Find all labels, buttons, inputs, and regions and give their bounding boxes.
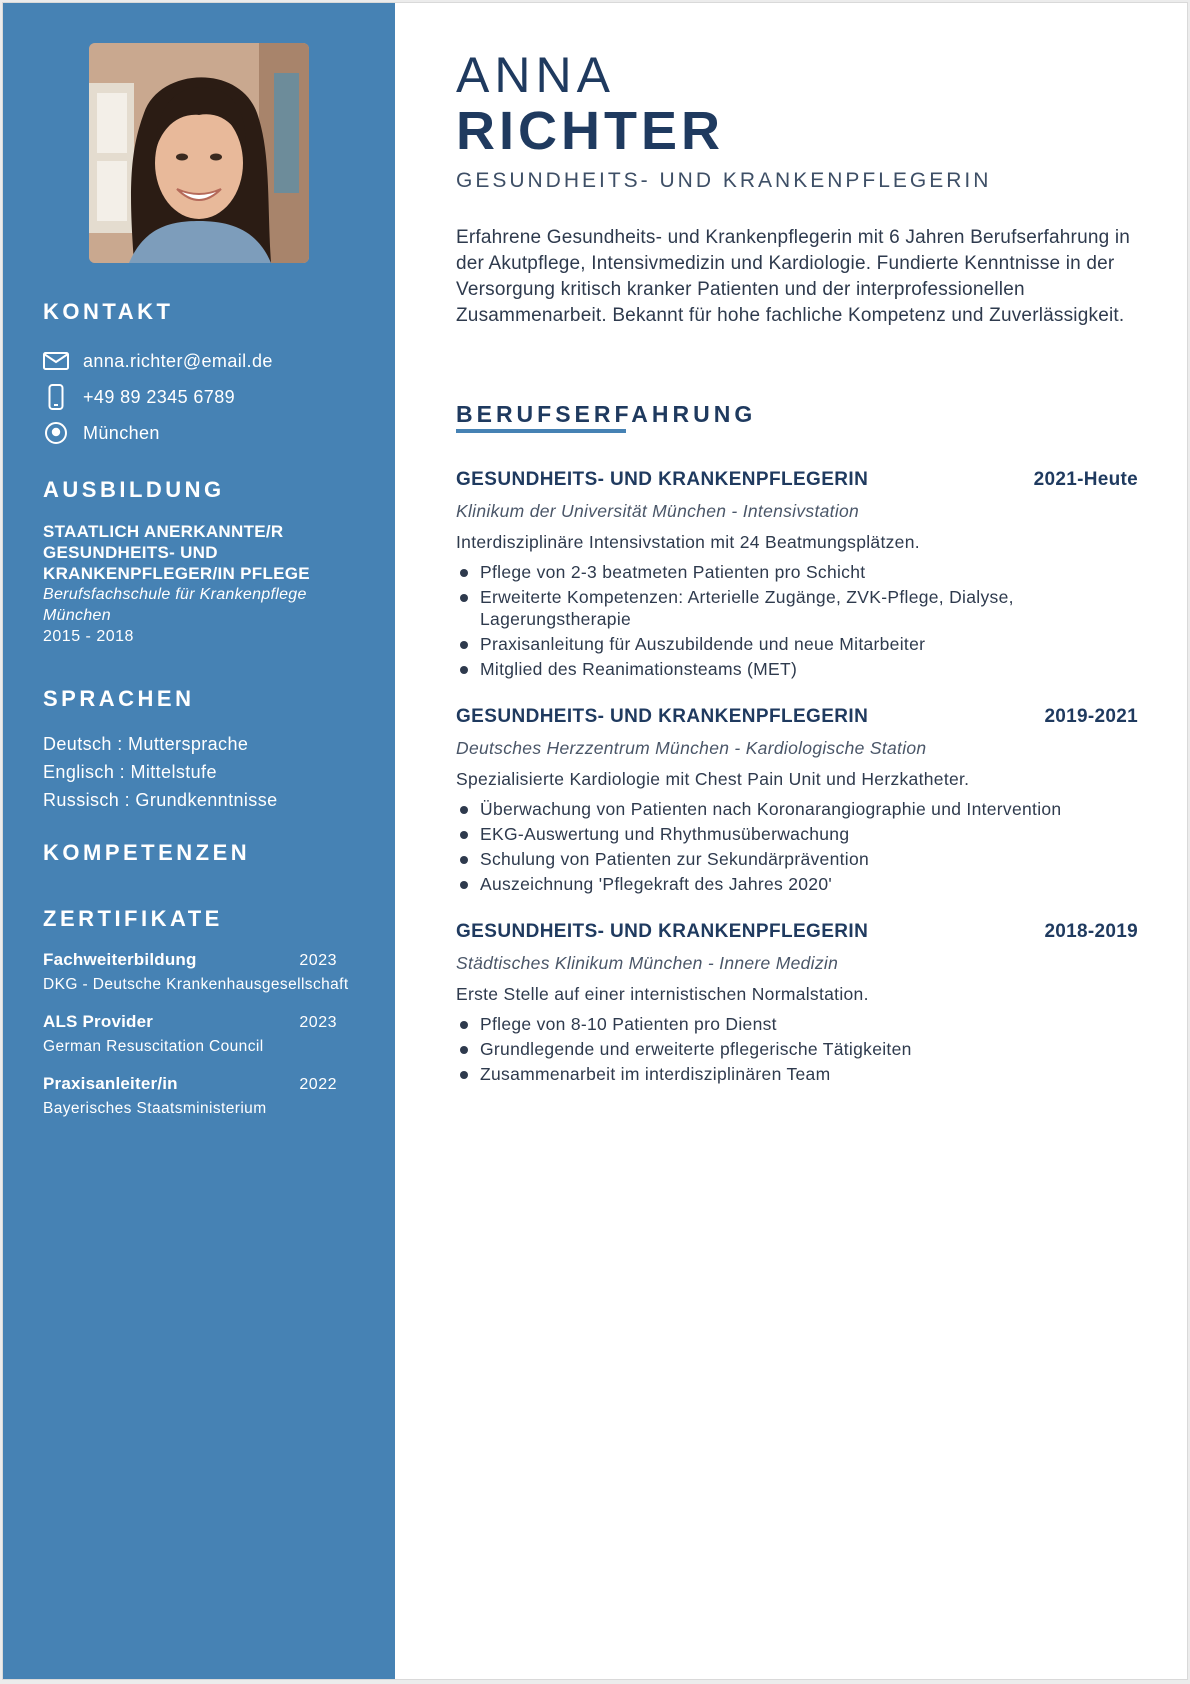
profile-photo-illustration bbox=[89, 43, 309, 263]
contact-phone-text[interactable]: +49 89 2345 6789 bbox=[83, 386, 236, 407]
bullet-item: Schulung von Patienten zur Sekundärprävention bbox=[456, 848, 1138, 870]
experience-description: Spezialisierte Kardiologie mit Chest Pain Unit und Herzkatheter. bbox=[456, 769, 970, 789]
contact-phone[interactable] bbox=[43, 379, 377, 415]
location-pin-icon bbox=[43, 420, 69, 446]
certificate-org: German Resuscitation Council bbox=[43, 1038, 264, 1055]
experience-item bbox=[456, 469, 1138, 680]
experience-heading: BERUFSERFAHRUNG bbox=[456, 401, 757, 427]
bullet-item: Praxisanleitung für Auszubildende und neue Mitarbeiter bbox=[456, 633, 1138, 655]
last-name: RICHTER bbox=[456, 101, 724, 161]
education-degree: STAATLICH ANERKANNTE/R GESUNDHEITS- UND KRANKENPFLEGER/IN PFLEGE bbox=[43, 522, 310, 583]
education-dates: 2015 - 2018 bbox=[43, 628, 134, 645]
experience-dates: 2021-Heute bbox=[1033, 469, 1138, 490]
section-underline bbox=[456, 429, 626, 433]
certificate-name: Praxisanleiter/in bbox=[43, 1074, 178, 1093]
certificate-year: 2023 bbox=[299, 1014, 337, 1031]
experience-item bbox=[456, 706, 1138, 895]
language-item: Englisch : Mittelstufe bbox=[43, 762, 217, 782]
bullet-item: Grundlegende und erweiterte pflegerische Tätigkeiten bbox=[456, 1038, 1138, 1060]
experience-bullets bbox=[456, 1013, 1138, 1085]
education-heading: AUSBILDUNG bbox=[43, 477, 225, 502]
languages-heading: SPRACHEN bbox=[43, 686, 195, 711]
certificate-name: ALS Provider bbox=[43, 1012, 154, 1031]
certificates-heading: ZERTIFIKATE bbox=[43, 906, 223, 931]
certificate-org: DKG - Deutsche Krankenhausgesellschaft bbox=[43, 976, 349, 993]
experience-item bbox=[456, 921, 1138, 1085]
envelope-icon bbox=[43, 348, 69, 374]
experience-description: Erste Stelle auf einer internistischen Normalstation. bbox=[456, 984, 869, 1004]
bullet-item: Pflege von 8-10 Patienten pro Dienst bbox=[456, 1013, 1138, 1035]
languages-list bbox=[43, 730, 377, 814]
certificate-year: 2023 bbox=[299, 952, 337, 969]
certificate-item bbox=[43, 1012, 377, 1056]
experience-company: Städtisches Klinikum München - Innere Medizin bbox=[456, 953, 839, 973]
bullet-item: Zusammenarbeit im interdisziplinären Team bbox=[456, 1063, 1138, 1085]
bullet-item: Überwachung von Patienten nach Koronarangiographie und Intervention bbox=[456, 798, 1138, 820]
education-school: Berufsfachschule für Krankenpflege München bbox=[43, 586, 307, 624]
experience-dates: 2018-2019 bbox=[1044, 921, 1138, 942]
certificate-year: 2022 bbox=[299, 1076, 337, 1093]
bullet-item: Pflege von 2-3 beatmeten Patienten pro Schicht bbox=[456, 561, 1138, 583]
bullet-item: Mitglied des Reanimationsteams (MET) bbox=[456, 658, 1138, 680]
certificate-org: Bayerisches Staatsministerium bbox=[43, 1100, 267, 1117]
experience-title: GESUNDHEITS- UND KRANKENPFLEGERIN bbox=[456, 469, 869, 490]
bullet-item: EKG-Auswertung und Rhythmusüberwachung bbox=[456, 823, 1138, 845]
profile-summary: Erfahrene Gesundheits- und Krankenpflegerin mit 6 Jahren Berufserfahrung in der Akutpflege, Intensivmedizin und Kardiologie. Fundierte Kenntnisse in der Versorgung kritisch kranker Patienten und der interprofessionellen Zusammenarbeit. Bekannt für hohe fachliche Kompetenz und Zuverlässigkeit. bbox=[456, 227, 1131, 326]
bullet-item: Auszeichnung 'Pflegekraft des Jahres 2020' bbox=[456, 873, 1138, 895]
experience-bullets bbox=[456, 561, 1138, 680]
first-name: ANNA bbox=[456, 47, 615, 103]
language-item: Deutsch : Muttersprache bbox=[43, 734, 249, 754]
experience-list bbox=[456, 469, 1138, 1111]
contact-email-text[interactable]: anna.richter@email.de bbox=[83, 350, 273, 371]
experience-title: GESUNDHEITS- UND KRANKENPFLEGERIN bbox=[456, 706, 869, 727]
job-title: GESUNDHEITS- UND KRANKENPFLEGERIN bbox=[456, 169, 992, 192]
contact-location bbox=[43, 415, 377, 451]
contact-heading: KONTAKT bbox=[43, 299, 174, 324]
contact-email[interactable] bbox=[43, 343, 377, 379]
sidebar-content bbox=[43, 299, 377, 1136]
certificates-list bbox=[43, 950, 377, 1118]
bullet-item: Erweiterte Kompetenzen: Arterielle Zugänge, ZVK-Pflege, Dialyse, Lagerungstherapie bbox=[456, 586, 1138, 630]
sidebar bbox=[3, 3, 395, 1679]
certificate-name: Fachweiterbildung bbox=[43, 950, 197, 969]
experience-company: Klinikum der Universität München - Intensivstation bbox=[456, 501, 860, 521]
profile-photo bbox=[89, 43, 309, 263]
language-item: Russisch : Grundkenntnisse bbox=[43, 790, 278, 810]
resume-page bbox=[2, 2, 1188, 1680]
skills-heading: KOMPETENZEN bbox=[43, 840, 251, 865]
phone-icon bbox=[43, 384, 69, 410]
certificate-item bbox=[43, 1074, 377, 1118]
experience-dates: 2019-2021 bbox=[1044, 706, 1138, 727]
experience-description: Interdisziplinäre Intensivstation mit 24 Beatmungsplätzen. bbox=[456, 532, 920, 552]
experience-bullets bbox=[456, 798, 1138, 895]
certificate-item bbox=[43, 950, 377, 994]
experience-company: Deutsches Herzzentrum München - Kardiologische Station bbox=[456, 738, 927, 758]
contact-location-text: München bbox=[83, 422, 160, 443]
experience-title: GESUNDHEITS- UND KRANKENPFLEGERIN bbox=[456, 921, 869, 942]
